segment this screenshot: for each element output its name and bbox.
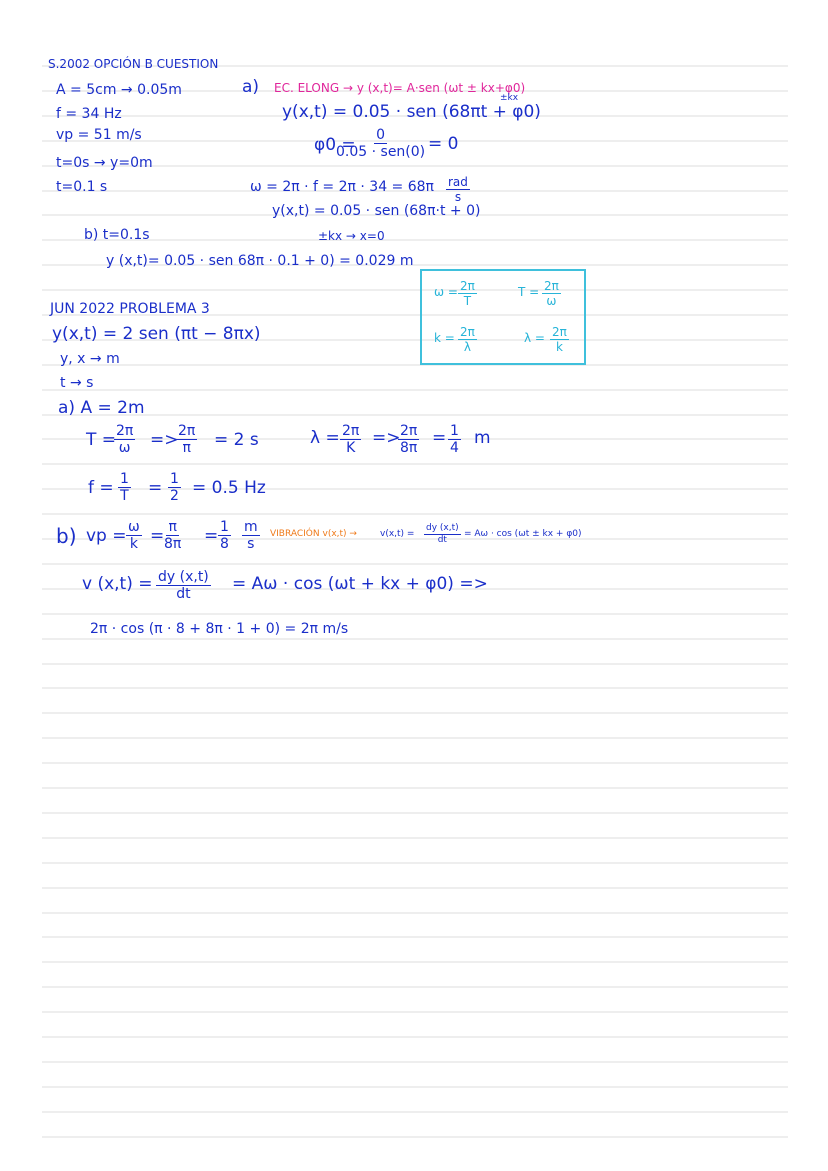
- lambda-frac2-num: 2π: [400, 423, 418, 439]
- omega-unit: [446, 176, 470, 203]
- vp-equals2: =: [204, 526, 219, 546]
- frequency-frac1-num: 1: [120, 471, 129, 487]
- velocity-frac-num: dy (x,t): [158, 569, 209, 585]
- period-frac1-den: ω: [118, 440, 131, 456]
- lambda-unit: m: [474, 428, 491, 448]
- angular-frequency: ω = 2π · f = 2π · 34 = 68π: [250, 179, 434, 195]
- vibration-rhs: = Aω · cos (ωt ± kx + φ0): [464, 529, 582, 539]
- vp-unit-den: s: [247, 536, 255, 552]
- phase-lhs: φ0 =: [314, 135, 356, 155]
- elongation-equation: EC. ELONG → y (x,t)= A·sen (ωt ± kx+φ0): [274, 81, 526, 95]
- vp-frac1-num: ω: [128, 519, 140, 535]
- box-k-den: λ: [463, 340, 471, 354]
- frequency-rhs: = 0.5 Hz: [192, 478, 266, 498]
- velocity-lhs: v (x,t) =: [82, 574, 153, 594]
- lambda-frac1-den: K: [346, 440, 356, 456]
- box-omega-frac: [458, 280, 477, 307]
- frequency-frac2-den: 2: [170, 488, 179, 504]
- period-frac2-den: π: [182, 440, 191, 456]
- units-t: t → s: [60, 375, 94, 391]
- box-k-lhs: k =: [434, 331, 455, 345]
- frequency-frac2: [168, 472, 181, 503]
- vibration-frac-num: dy (x,t): [426, 523, 459, 533]
- box-T-frac: [542, 280, 561, 307]
- omega-unit-den: s: [454, 190, 462, 204]
- period-frac2-num: 2π: [178, 423, 196, 439]
- part-b-annotation: ±kx → x=0: [318, 229, 385, 243]
- given-initial: t=0s → y=0m: [56, 155, 153, 171]
- box-omega-den: T: [463, 294, 472, 308]
- box-T-num: 2π: [544, 279, 559, 293]
- box-T-den: ω: [546, 294, 557, 308]
- given-time: t=0.1 s: [56, 179, 108, 195]
- box-k-frac: [458, 326, 477, 353]
- phase-velocity-lhs: vp =: [86, 526, 127, 546]
- frequency-frac2-num: 1: [170, 471, 179, 487]
- period-arrow: =>: [150, 430, 179, 450]
- eq1-annotation: ±kx: [500, 93, 519, 103]
- given-velocity: vp = 51 m/s: [56, 127, 142, 143]
- given-amplitude: A = 5cm → 0.05m: [56, 82, 182, 98]
- vp-frac2-den: 8π: [164, 536, 182, 552]
- vp-frac3: [218, 520, 231, 551]
- box-omega-num: 2π: [460, 279, 475, 293]
- vibration-frac: [424, 524, 461, 545]
- phase-fraction: [336, 128, 425, 159]
- velocity-rhs: = Aω · cos (ωt + kx + φ0) =>: [232, 574, 488, 594]
- vibration-lhs: v(x,t) =: [380, 529, 415, 539]
- vp-frac1: [126, 520, 142, 551]
- problem2-header: JUN 2022 PROBLEMA 3: [50, 301, 210, 317]
- box-T-lhs: T =: [518, 285, 540, 299]
- box-lambda-num: 2π: [552, 325, 567, 339]
- part-b-time: b) t=0.1s: [84, 227, 150, 243]
- box-omega-lhs: ω =: [434, 285, 458, 299]
- period-lhs: T =: [86, 430, 117, 450]
- phase-rhs: = 0: [428, 134, 459, 154]
- lambda-frac2-den: 8π: [400, 440, 418, 456]
- frequency-equals: =: [148, 478, 163, 498]
- given-frequency: f = 34 Hz: [56, 106, 122, 122]
- frequency-frac1-den: T: [120, 488, 129, 504]
- period-frac1: [114, 424, 135, 455]
- vibration-frac-den: dt: [437, 535, 447, 545]
- vp-frac3-num: 1: [220, 519, 229, 535]
- vp-equals1: =: [150, 526, 165, 546]
- units-yx: y, x → m: [60, 351, 120, 367]
- lambda-frac2: [398, 424, 419, 455]
- part-a-label: a): [242, 77, 260, 97]
- period-frac1-num: 2π: [116, 423, 134, 439]
- lambda-frac1: [340, 424, 361, 455]
- velocity-frac: [156, 570, 211, 601]
- box-lambda-lhs: λ =: [524, 331, 545, 345]
- lambda-equals: =: [432, 428, 447, 448]
- problem1-header: S.2002 OPCIÓN B CUESTION: [48, 57, 219, 71]
- box-k-num: 2π: [460, 325, 475, 339]
- lambda-arrow: =>: [372, 428, 401, 448]
- box-lambda-frac: [550, 326, 569, 353]
- velocity-frac-den: dt: [176, 586, 191, 602]
- frequency-frac1: [118, 472, 131, 503]
- vp-unit: [242, 520, 260, 551]
- lambda-frac3: [448, 424, 461, 455]
- lambda-lhs: λ =: [310, 428, 340, 448]
- lambda-frac1-num: 2π: [342, 423, 360, 439]
- part-a-amplitude: a) A = 2m: [58, 398, 145, 418]
- lambda-frac3-den: 4: [450, 440, 459, 456]
- vibration-label: VIBRACIÓN v(x,t) →: [270, 529, 357, 539]
- frequency-lhs: f =: [88, 478, 114, 498]
- vp-frac2-num: π: [168, 519, 177, 535]
- omega-unit-num: rad: [448, 175, 468, 189]
- vp-unit-num: m: [244, 519, 258, 535]
- final-result: 2π · cos (π · 8 + 8π · 1 + 0) = 2π m/s: [90, 621, 349, 637]
- period-frac2: [176, 424, 197, 455]
- elongation-eq1: y(x,t) = 0.05 · sen (68πt + φ0): [282, 102, 541, 122]
- wave-equation: y(x,t) = 2 sen (πt − 8πx): [52, 324, 261, 344]
- lambda-frac3-num: 1: [450, 423, 459, 439]
- period-rhs: = 2 s: [214, 430, 259, 450]
- box-lambda-den: k: [555, 340, 563, 354]
- phase-denominator: 0.05 · sen(0): [336, 144, 426, 160]
- vp-frac1-den: k: [129, 536, 138, 552]
- phase-numerator: 0: [376, 127, 386, 143]
- vp-frac2: [164, 520, 181, 551]
- part-b-label: b): [56, 524, 77, 548]
- elongation-eq2: y(x,t) = 0.05 · sen (68π·t + 0): [272, 203, 481, 219]
- vp-frac3-den: 8: [220, 536, 229, 552]
- part-b-result: y (x,t)= 0.05 · sen 68π · 0.1 + 0) = 0.029 m: [106, 253, 414, 269]
